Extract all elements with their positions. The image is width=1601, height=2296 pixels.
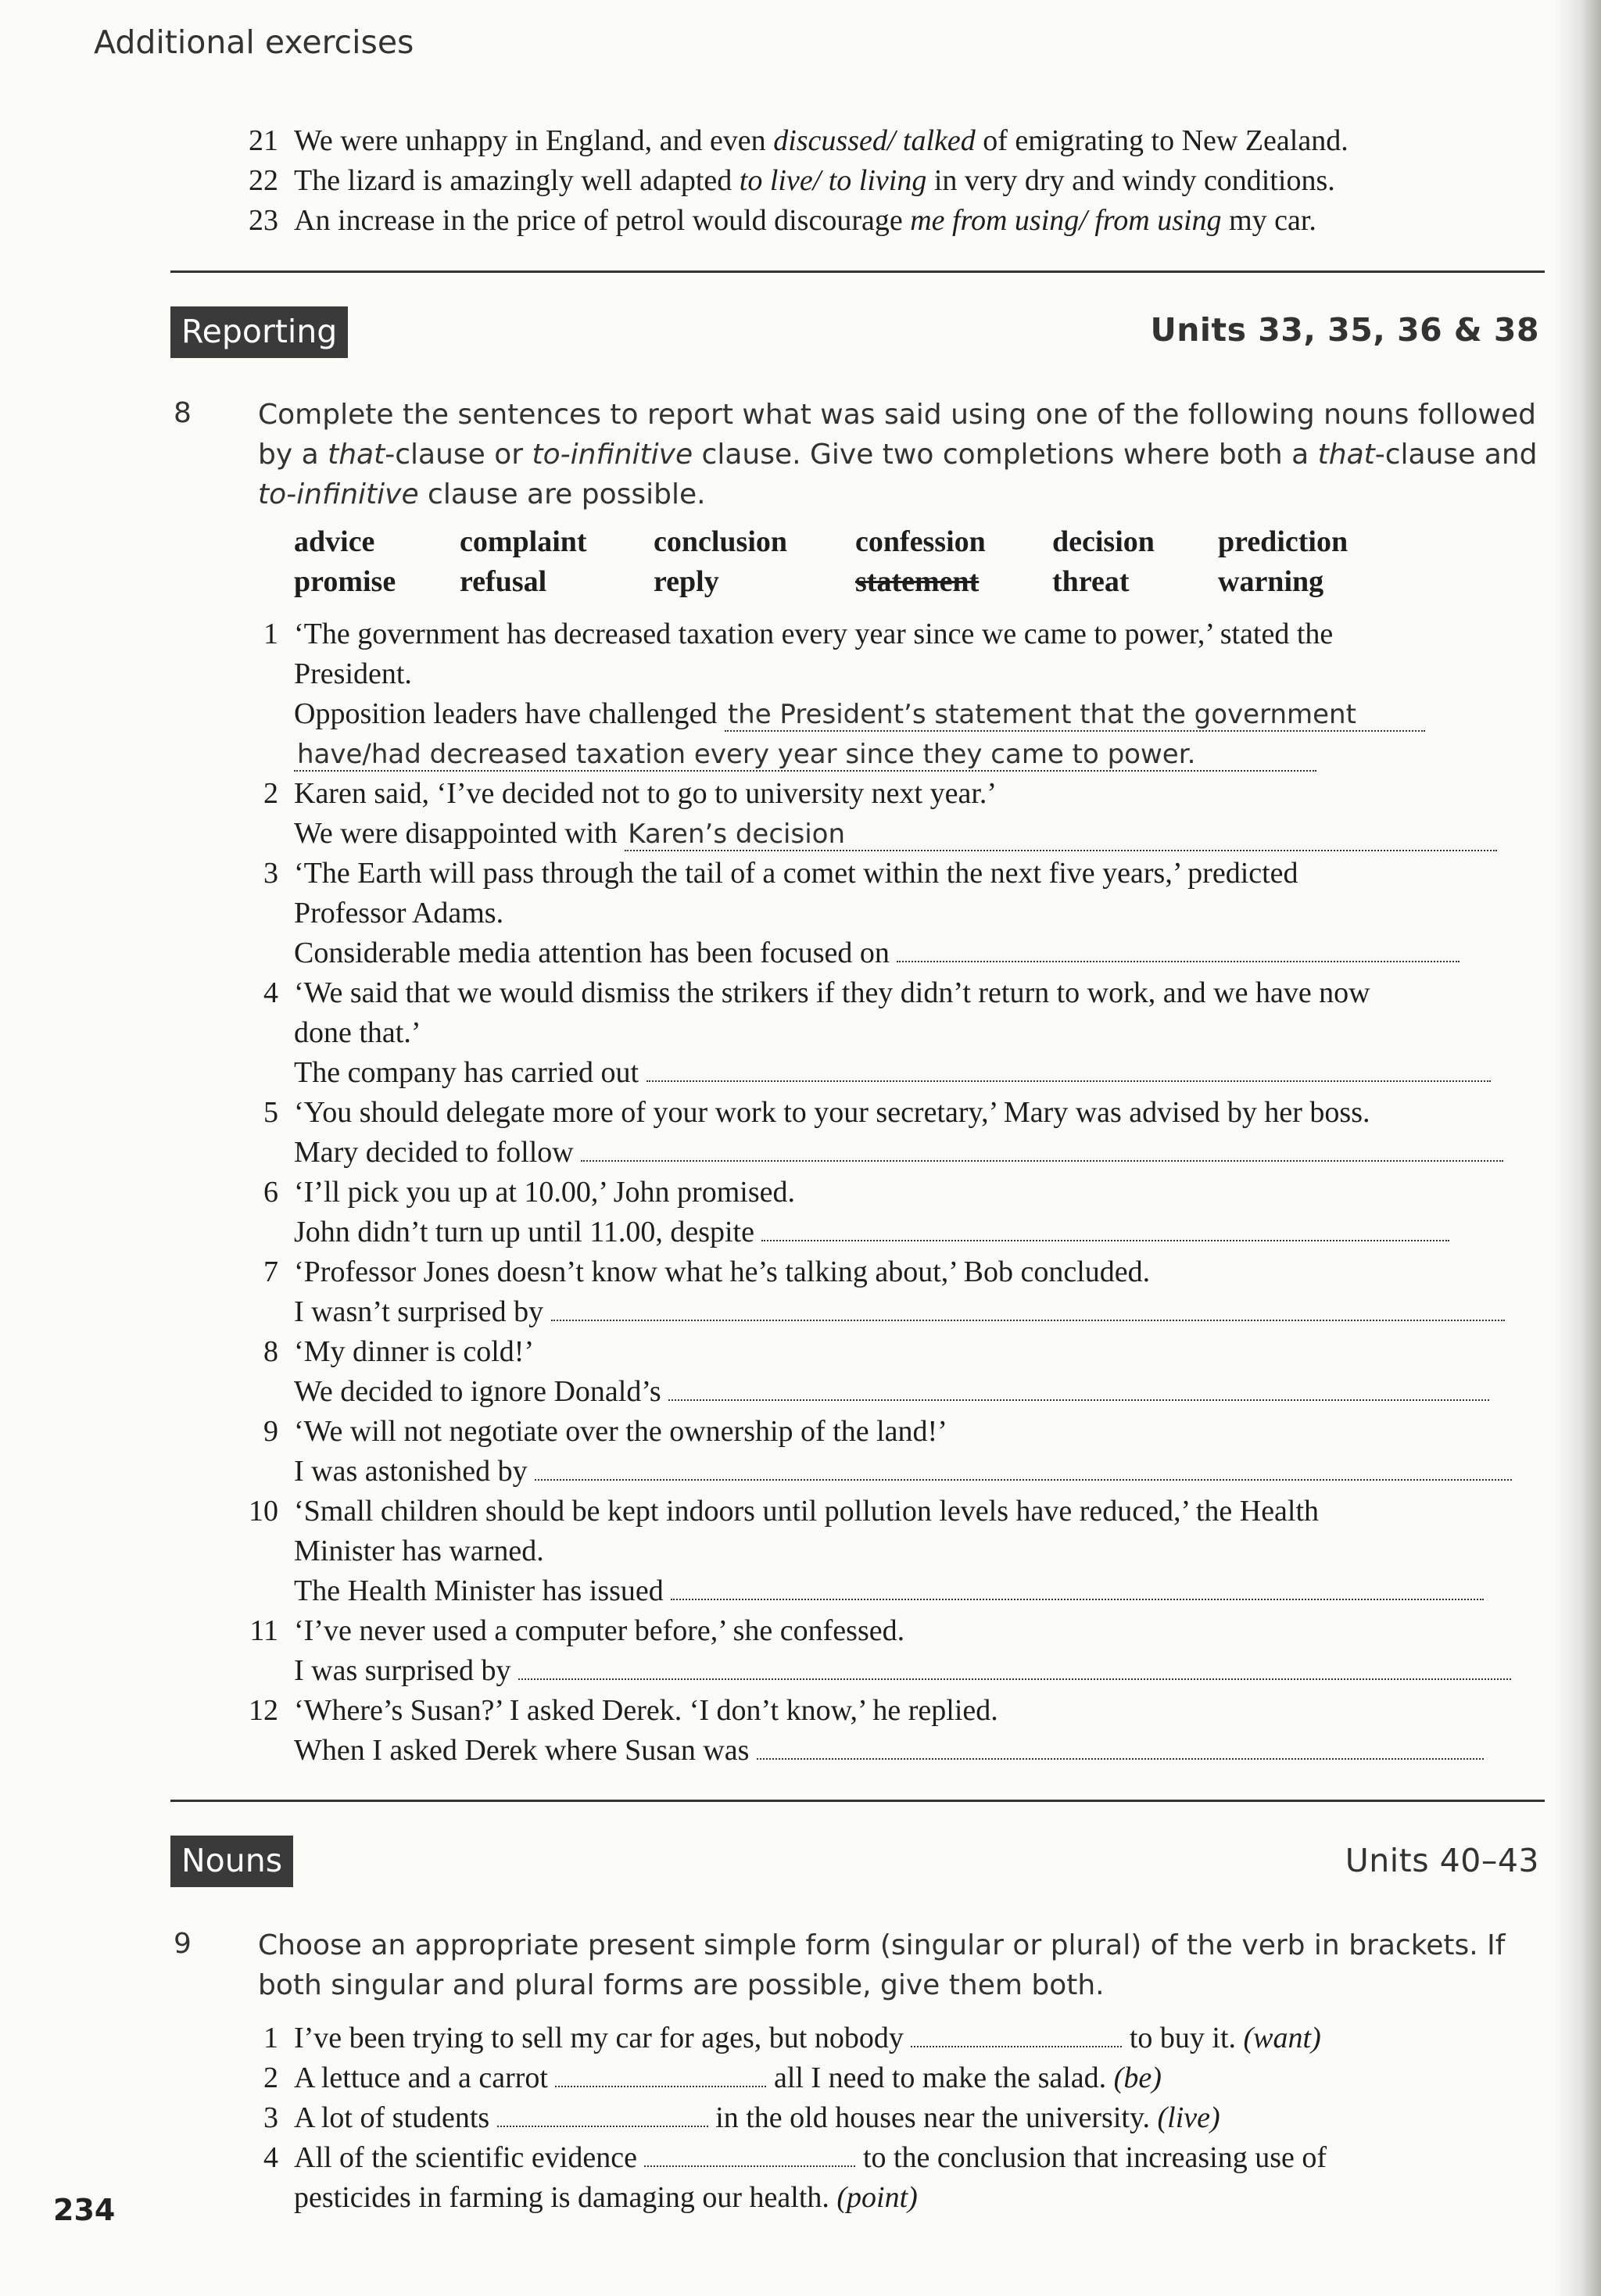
list-item: 6 ‘I’ll pick you up at 10.00,’ John promised. John didn’t turn up until 11.00, despite [235, 1173, 1548, 1252]
noun-option: threat [1052, 565, 1130, 598]
answer-blank[interactable] [671, 1572, 1484, 1600]
answer-blank[interactable] [644, 2139, 855, 2167]
answer-blank[interactable] [897, 934, 1460, 962]
page-edge-shadow [1554, 0, 1601, 2296]
noun-option: confession [855, 525, 986, 558]
section-divider [170, 270, 1545, 273]
noun-option: conclusion [654, 525, 788, 558]
list-item: 11 ‘I’ve never used a computer before,’ she confessed. I was surprised by [235, 1611, 1548, 1691]
answer-blank[interactable] [555, 2059, 766, 2087]
exercise-instruction: Choose an appropriate present simple form (singular or plural) of the verb in brackets. If both singular and plural forms are possible, give them both. [258, 1929, 1506, 2001]
answer-blank[interactable] [518, 1652, 1511, 1680]
list-item: 23 An increase in the price of petrol would discourage me from using/ from using my car. [235, 201, 1563, 241]
handwritten-answer[interactable]: have/had decreased taxation every year since they came to power. [294, 739, 1316, 772]
list-item: 1 I’ve been trying to sell my car for ages, but nobody to buy it. (want) [235, 2018, 1548, 2058]
handwritten-answer[interactable]: the President’s statement that the government [725, 699, 1425, 732]
list-item: 2 Karen said, ‘I’ve decided not to go to university next year.’ We were disappointed with Karen’s decision [235, 774, 1548, 854]
nouns-items [235, 2018, 1548, 2218]
answer-blank[interactable] [551, 1293, 1505, 1321]
noun-word-box [294, 522, 1348, 602]
list-item: 9 ‘We will not negotiate over the ownership of the land!’ I was astonished by [235, 1412, 1548, 1492]
noun-option: promise [294, 565, 396, 598]
list-item: 22 The lizard is amazingly well adapted to live/ to living in very dry and windy conditions. [235, 161, 1563, 201]
list-item: 4 All of the scientific evidence to the conclusion that increasing use of pesticides in farming is damaging our health. (point) [235, 2138, 1548, 2218]
list-item: 3 ‘The Earth will pass through the tail of a comet within the next five years,’ predicted Professor Adams. Considerable media attention has been focused on [235, 854, 1548, 973]
item-number: 22 [249, 164, 278, 197]
list-item: 7 ‘Professor Jones doesn’t know what he’s talking about,’ Bob concluded. I wasn’t surprised by [235, 1252, 1548, 1332]
noun-option: prediction [1218, 525, 1348, 558]
list-item: 3 A lot of students in the old houses near the university. (live) [235, 2098, 1548, 2138]
noun-option: warning [1218, 565, 1324, 598]
answer-blank[interactable] [757, 1732, 1484, 1760]
handwritten-answer[interactable]: Karen’s decision [625, 818, 1497, 851]
answer-blank[interactable] [581, 1134, 1503, 1162]
page-header: Additional exercises [94, 23, 414, 61]
answer-blank[interactable] [646, 1054, 1491, 1082]
list-item: 1 ‘The government has decreased taxation every year since we came to power,’ stated the President. Opposition leaders have challenged the President’s statement that the government have/had decreased taxation every year since they came to power. [235, 614, 1548, 774]
list-item: 8 ‘My dinner is cold!’ We decided to ignore Donald’s [235, 1332, 1548, 1412]
page-number: 234 [53, 2193, 116, 2227]
units-reference: Units 33, 35, 36 & 38 [1150, 311, 1539, 349]
list-item: 21 We were unhappy in England, and even discussed/ talked of emigrating to New Zealand. [235, 121, 1563, 161]
noun-option: decision [1052, 525, 1155, 558]
section-label-reporting: Reporting [170, 306, 348, 358]
list-item: 12 ‘Where’s Susan?’ I asked Derek. ‘I don’t know,’ he replied. When I asked Derek where Susan was [235, 1691, 1548, 1771]
noun-option-crossed-out: statement [855, 565, 980, 598]
exercise-instruction: Complete the sentences to report what was said using one of the following nouns followed by a that-clause or to-infinitive clause. Give two completions where both a that-clause and to-infinitive clause are possible. [258, 399, 1538, 510]
noun-option: reply [654, 565, 719, 598]
previous-exercise-items [235, 121, 1563, 241]
list-item: 5 ‘You should delegate more of your work to your secretary,’ Mary was advised by her boss. Mary decided to follow [235, 1093, 1548, 1173]
answer-blank[interactable] [497, 2099, 708, 2127]
answer-blank[interactable] [668, 1373, 1489, 1401]
exercise-number: 8 [174, 397, 192, 429]
noun-option: refusal [460, 565, 547, 598]
answer-blank[interactable] [761, 1213, 1449, 1241]
item-number: 23 [249, 204, 278, 237]
section-label-nouns: Nouns [170, 1836, 293, 1887]
noun-option: advice [294, 525, 375, 558]
exercise-number: 9 [174, 1928, 192, 1960]
noun-option: complaint [460, 525, 587, 558]
list-item: 2 A lettuce and a carrot all I need to make the salad. (be) [235, 2058, 1548, 2098]
reporting-items [235, 614, 1548, 1771]
list-item: 4 ‘We said that we would dismiss the strikers if they didn’t return to work, and we have now done that.’ The company has carried out [235, 973, 1548, 1093]
answer-blank[interactable] [911, 2019, 1122, 2047]
item-number: 21 [249, 124, 278, 157]
answer-blank[interactable] [535, 1452, 1512, 1481]
units-reference: Units 40–43 [1345, 1842, 1539, 1879]
list-item: 10 ‘Small children should be kept indoors until pollution levels have reduced,’ the Health Minister has warned. The Health Minister has issued [235, 1492, 1548, 1611]
section-divider [170, 1800, 1545, 1802]
